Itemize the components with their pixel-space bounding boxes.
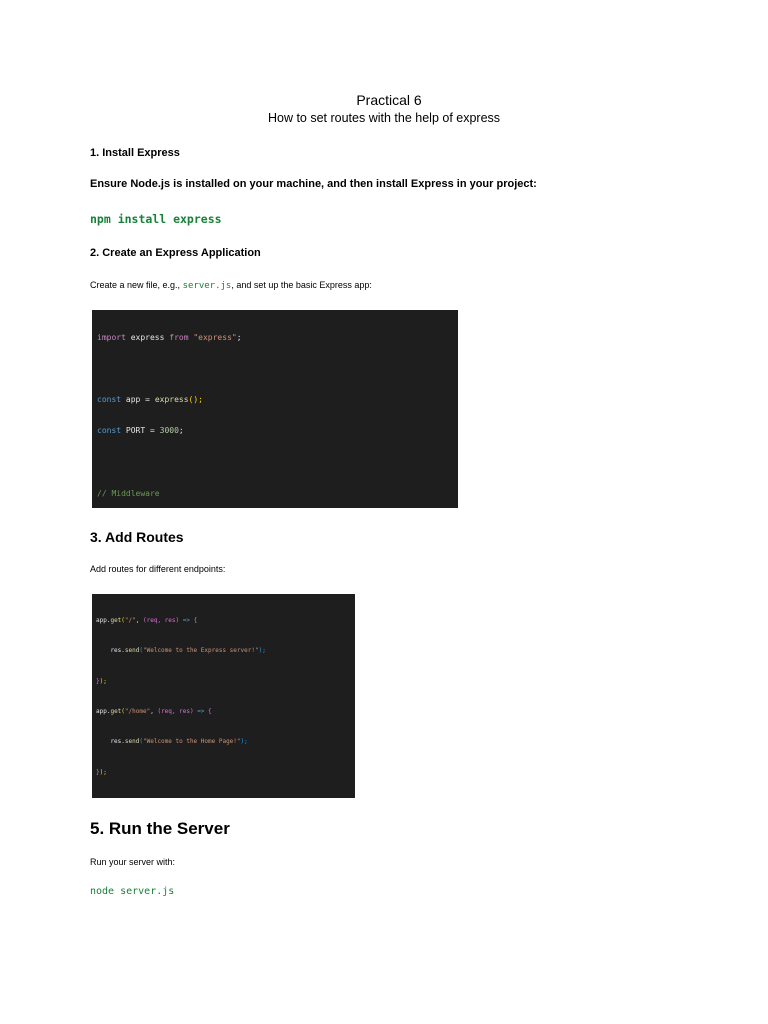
code-token: , bbox=[150, 708, 158, 716]
section-2-text-before: Create a new file, e.g., bbox=[90, 280, 183, 290]
code-token: (req, res) bbox=[143, 617, 180, 625]
code-line bbox=[96, 646, 355, 656]
code-token: app. bbox=[96, 708, 111, 716]
code-token: "/home" bbox=[124, 708, 151, 716]
code-token: ( bbox=[139, 647, 143, 655]
code-token: const bbox=[97, 395, 122, 405]
code-token: ; bbox=[178, 426, 184, 436]
section-5-heading: 5. Run the Server bbox=[90, 819, 230, 838]
code-token: send bbox=[124, 738, 140, 746]
section-1-instruction: Ensure Node.js is installed on your machine, and then install Express in your project: bbox=[90, 178, 537, 190]
code-line bbox=[96, 616, 355, 626]
code-token: get bbox=[110, 617, 122, 625]
install-command: npm install express bbox=[90, 212, 222, 226]
code-token: ( bbox=[139, 738, 143, 746]
code-block-server bbox=[92, 310, 458, 508]
section-3-heading: 3. Add Routes bbox=[90, 529, 184, 545]
code-token: res. bbox=[96, 647, 125, 655]
code-token: (req, res) bbox=[157, 708, 194, 716]
code-token: app = bbox=[121, 395, 155, 405]
code-token: ); bbox=[258, 647, 266, 655]
code-token: res. bbox=[96, 738, 125, 746]
code-token: "Welcome to the Home Page!" bbox=[142, 738, 241, 746]
inline-code-filename: server.js bbox=[182, 281, 232, 291]
section-2-text-after: , and set up the basic Express app: bbox=[231, 280, 372, 290]
code-token: ); bbox=[99, 768, 107, 776]
code-token: => bbox=[193, 708, 209, 716]
code-line bbox=[96, 677, 355, 687]
code-token: { bbox=[193, 617, 198, 625]
code-token: from bbox=[169, 332, 189, 342]
code-token: "Welcome to the Express server!" bbox=[142, 647, 259, 655]
section-2-heading: 2. Create an Express Application bbox=[90, 247, 261, 259]
code-token: (); bbox=[188, 395, 203, 405]
code-token: PORT = bbox=[121, 426, 160, 436]
section-3-text: Add routes for different endpoints: bbox=[90, 564, 226, 574]
code-token: ); bbox=[240, 738, 248, 746]
code-token: "express" bbox=[188, 332, 237, 342]
page-title: Practical 6 bbox=[356, 92, 422, 108]
section-5-text: Run your server with: bbox=[90, 857, 176, 867]
section-1-heading: 1. Install Express bbox=[90, 147, 180, 159]
code-token: import bbox=[97, 332, 126, 342]
code-block-routes bbox=[92, 594, 355, 798]
run-command: node server.js bbox=[90, 886, 175, 897]
code-line bbox=[97, 426, 458, 436]
code-token: get bbox=[110, 708, 122, 716]
code-token: { bbox=[208, 708, 212, 716]
code-token: , bbox=[135, 617, 143, 625]
code-token: ( bbox=[121, 617, 125, 625]
code-line bbox=[97, 395, 458, 405]
code-token: } bbox=[96, 677, 100, 685]
code-line bbox=[97, 364, 458, 374]
code-comment: // Middleware bbox=[97, 488, 160, 498]
code-line bbox=[97, 458, 458, 468]
code-token: ; bbox=[236, 332, 242, 342]
code-token: => bbox=[179, 617, 194, 625]
code-token: ); bbox=[99, 677, 107, 685]
section-2-text bbox=[90, 280, 372, 291]
code-line bbox=[97, 333, 458, 343]
code-token: app. bbox=[96, 617, 111, 625]
code-token: ( bbox=[121, 708, 125, 716]
code-line bbox=[96, 707, 355, 717]
code-token: express bbox=[154, 395, 189, 405]
code-line bbox=[96, 737, 355, 747]
page-subtitle: How to set routes with the help of express bbox=[267, 111, 501, 125]
code-token: 3000 bbox=[159, 426, 179, 436]
code-token: const bbox=[97, 426, 122, 436]
code-token: express bbox=[125, 332, 170, 342]
code-token: "/" bbox=[124, 617, 136, 625]
code-line bbox=[96, 768, 355, 778]
code-token: send bbox=[124, 647, 140, 655]
code-token: } bbox=[96, 768, 100, 776]
